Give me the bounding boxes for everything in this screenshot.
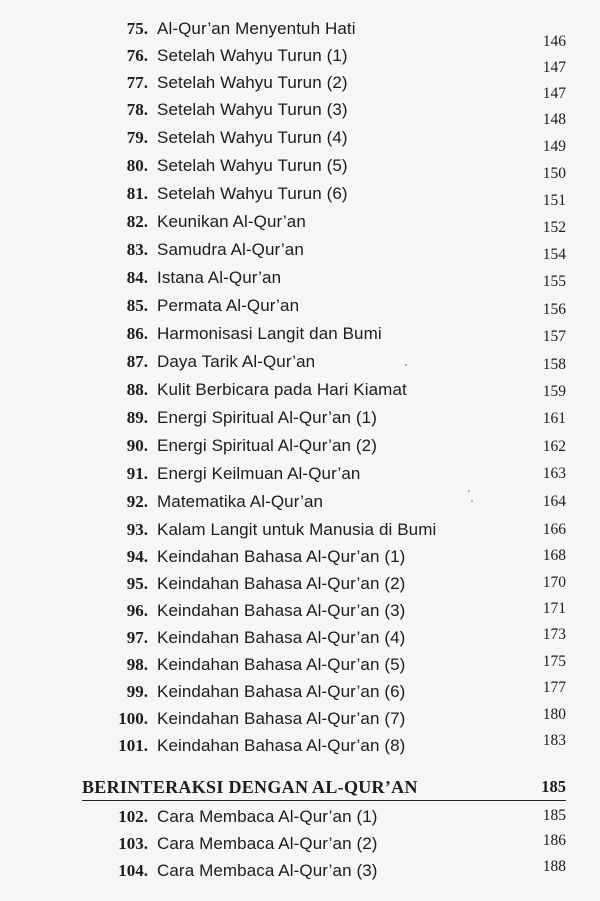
entry-page: 168: [542, 547, 566, 564]
entry-number: 92.: [126, 492, 148, 511]
entry-title: Keunikan Al-Qur’an: [157, 212, 306, 231]
toc-entry: [0, 379, 600, 406]
entry-page: 180: [542, 706, 566, 723]
entry-number: 87.: [126, 352, 148, 371]
entry-page: 170: [542, 574, 566, 591]
entry-title: Keindahan Bahasa Al-Qur’an (6): [157, 682, 406, 701]
entry-title: Setelah Wahyu Turun (5): [157, 156, 348, 175]
toc-entry: [0, 627, 600, 654]
toc-entry: [0, 155, 600, 182]
entry-title: Keindahan Bahasa Al-Qur’an (7): [157, 709, 406, 728]
entry-title: Cara Membaca Al-Qur’an (2): [157, 834, 378, 853]
entry-page: 156: [542, 301, 566, 318]
entry-number: 77.: [126, 73, 148, 92]
entry-number: 90.: [126, 436, 148, 455]
entry-page: 151: [542, 192, 566, 209]
toc-entry: [0, 806, 600, 833]
toc-entry: [0, 239, 600, 266]
entry-title: Energi Keilmuan Al-Qur’an: [157, 464, 361, 483]
toc-entry: [0, 519, 600, 546]
section-heading: BERINTERAKSI DENGAN AL-QUR’AN: [82, 777, 418, 797]
paper-speck: [468, 490, 470, 492]
entry-page: 171: [542, 600, 566, 617]
entry-title: Keindahan Bahasa Al-Qur’an (3): [157, 601, 406, 620]
toc-entry: [0, 72, 600, 102]
entry-number: 95.: [126, 574, 148, 593]
entry-title: Keindahan Bahasa Al-Qur’an (5): [157, 655, 406, 674]
entry-page: 185: [542, 807, 566, 824]
entry-page: 148: [542, 111, 566, 128]
toc-entry: [0, 708, 600, 735]
entry-title: Matematika Al-Qur’an: [157, 492, 324, 511]
entry-number: 83.: [126, 240, 148, 259]
entry-title: Setelah Wahyu Turun (3): [157, 100, 348, 119]
entry-number: 80.: [126, 156, 148, 175]
entry-title: Keindahan Bahasa Al-Qur’an (8): [157, 736, 406, 755]
entry-title: Harmonisasi Langit dan Bumi: [157, 324, 382, 343]
toc-entry: [0, 127, 600, 154]
entry-page: 166: [542, 521, 566, 538]
entry-number: 82.: [126, 212, 148, 231]
entry-title: Istana Al-Qur’an: [157, 268, 282, 287]
entry-number: 76.: [126, 46, 148, 65]
toc-entry: [0, 654, 600, 681]
entry-title: Keindahan Bahasa Al-Qur’an (4): [157, 628, 406, 647]
entry-number: 75.: [126, 19, 148, 38]
toc-entry: [0, 860, 600, 887]
entry-number: 84.: [126, 268, 148, 287]
entry-number: 85.: [126, 296, 148, 315]
entry-title: Kalam Langit untuk Manusia di Bumi: [157, 520, 437, 539]
toc-entry: [0, 573, 600, 600]
entry-page: 147: [542, 85, 566, 102]
entry-title: Setelah Wahyu Turun (1): [157, 46, 348, 65]
entry-page: 161: [542, 410, 566, 427]
entry-number: 93.: [126, 520, 148, 539]
entry-page: 149: [542, 138, 566, 155]
toc-entry: [0, 546, 600, 573]
entry-number: 91.: [126, 464, 148, 483]
entry-page: 188: [542, 858, 566, 875]
toc-entry: [0, 351, 600, 378]
toc-entry: [0, 99, 600, 126]
toc-entry: [0, 435, 600, 462]
entry-page: 186: [542, 832, 566, 849]
toc-entry: [0, 323, 600, 350]
entry-page: 158: [542, 356, 566, 373]
toc-entry: [0, 732, 600, 762]
toc-entry: [0, 600, 600, 627]
entry-title: Daya Tarik Al-Qur’an: [157, 352, 316, 371]
entry-number: 100.: [118, 709, 148, 728]
entry-title: Samudra Al-Qur’an: [157, 240, 304, 259]
entry-number: 96.: [126, 601, 148, 620]
entry-title: Energi Spiritual Al-Qur’an (2): [157, 436, 377, 455]
toc-entry: [0, 183, 600, 210]
paper-speck: [471, 500, 473, 502]
toc-entry: [0, 491, 600, 518]
entry-page: 159: [542, 383, 566, 400]
entry-title: Cara Membaca Al-Qur’an (1): [157, 807, 378, 826]
entry-page: 155: [542, 273, 566, 290]
entry-title: Keindahan Bahasa Al-Qur’an (1): [157, 547, 406, 566]
entry-number: 97.: [126, 628, 148, 647]
paper-speck: [405, 364, 407, 366]
toc-entry: [0, 211, 600, 238]
entry-number: 102.: [118, 807, 148, 826]
entry-title: Kulit Berbicara pada Hari Kiamat: [157, 380, 407, 399]
entry-number: 78.: [126, 100, 148, 119]
entry-page: 164: [542, 493, 566, 510]
toc-entry: [0, 18, 600, 50]
entry-number: 86.: [126, 324, 148, 343]
section-page-number: 185: [541, 777, 566, 796]
entry-number: 98.: [126, 655, 148, 674]
entry-title: Energi Spiritual Al-Qur’an (1): [157, 408, 377, 427]
entry-number: 94.: [126, 547, 148, 566]
entry-number: 104.: [118, 861, 148, 880]
toc-entry: [0, 833, 600, 860]
entry-title: Setelah Wahyu Turun (6): [157, 184, 348, 203]
entry-page: 177: [542, 679, 566, 696]
entry-page: 173: [542, 626, 566, 643]
entry-page: 163: [542, 465, 566, 482]
toc-entry: [0, 407, 600, 434]
entry-page: 152: [542, 219, 566, 236]
entry-page: 147: [542, 59, 566, 76]
toc-entry: [0, 267, 600, 294]
section-divider: [82, 800, 566, 801]
entry-title: Al-Qur’an Menyentuh Hati: [157, 19, 356, 38]
entry-number: 88.: [126, 380, 148, 399]
entry-page: 157: [542, 328, 566, 345]
entry-page: 154: [542, 246, 566, 263]
entry-title: Setelah Wahyu Turun (4): [157, 128, 348, 147]
entry-number: 99.: [126, 682, 148, 701]
entry-number: 101.: [118, 736, 148, 755]
entry-number: 103.: [118, 834, 148, 853]
entry-title: Permata Al-Qur’an: [157, 296, 300, 315]
entry-page: 175: [542, 653, 566, 670]
entry-page: 183: [542, 732, 566, 749]
entry-title: Setelah Wahyu Turun (2): [157, 73, 348, 92]
toc-entry: [0, 463, 600, 490]
entry-number: 81.: [126, 184, 148, 203]
entry-number: 79.: [126, 128, 148, 147]
entry-title: Cara Membaca Al-Qur’an (3): [157, 861, 378, 880]
entry-page: 162: [542, 438, 566, 455]
entry-number: 89.: [126, 408, 148, 427]
toc-entry: [0, 45, 600, 76]
entry-page: 150: [542, 165, 566, 182]
toc-entry: [0, 681, 600, 708]
entry-page: 146: [542, 33, 566, 50]
toc-entry: [0, 295, 600, 322]
entry-title: Keindahan Bahasa Al-Qur’an (2): [157, 574, 406, 593]
